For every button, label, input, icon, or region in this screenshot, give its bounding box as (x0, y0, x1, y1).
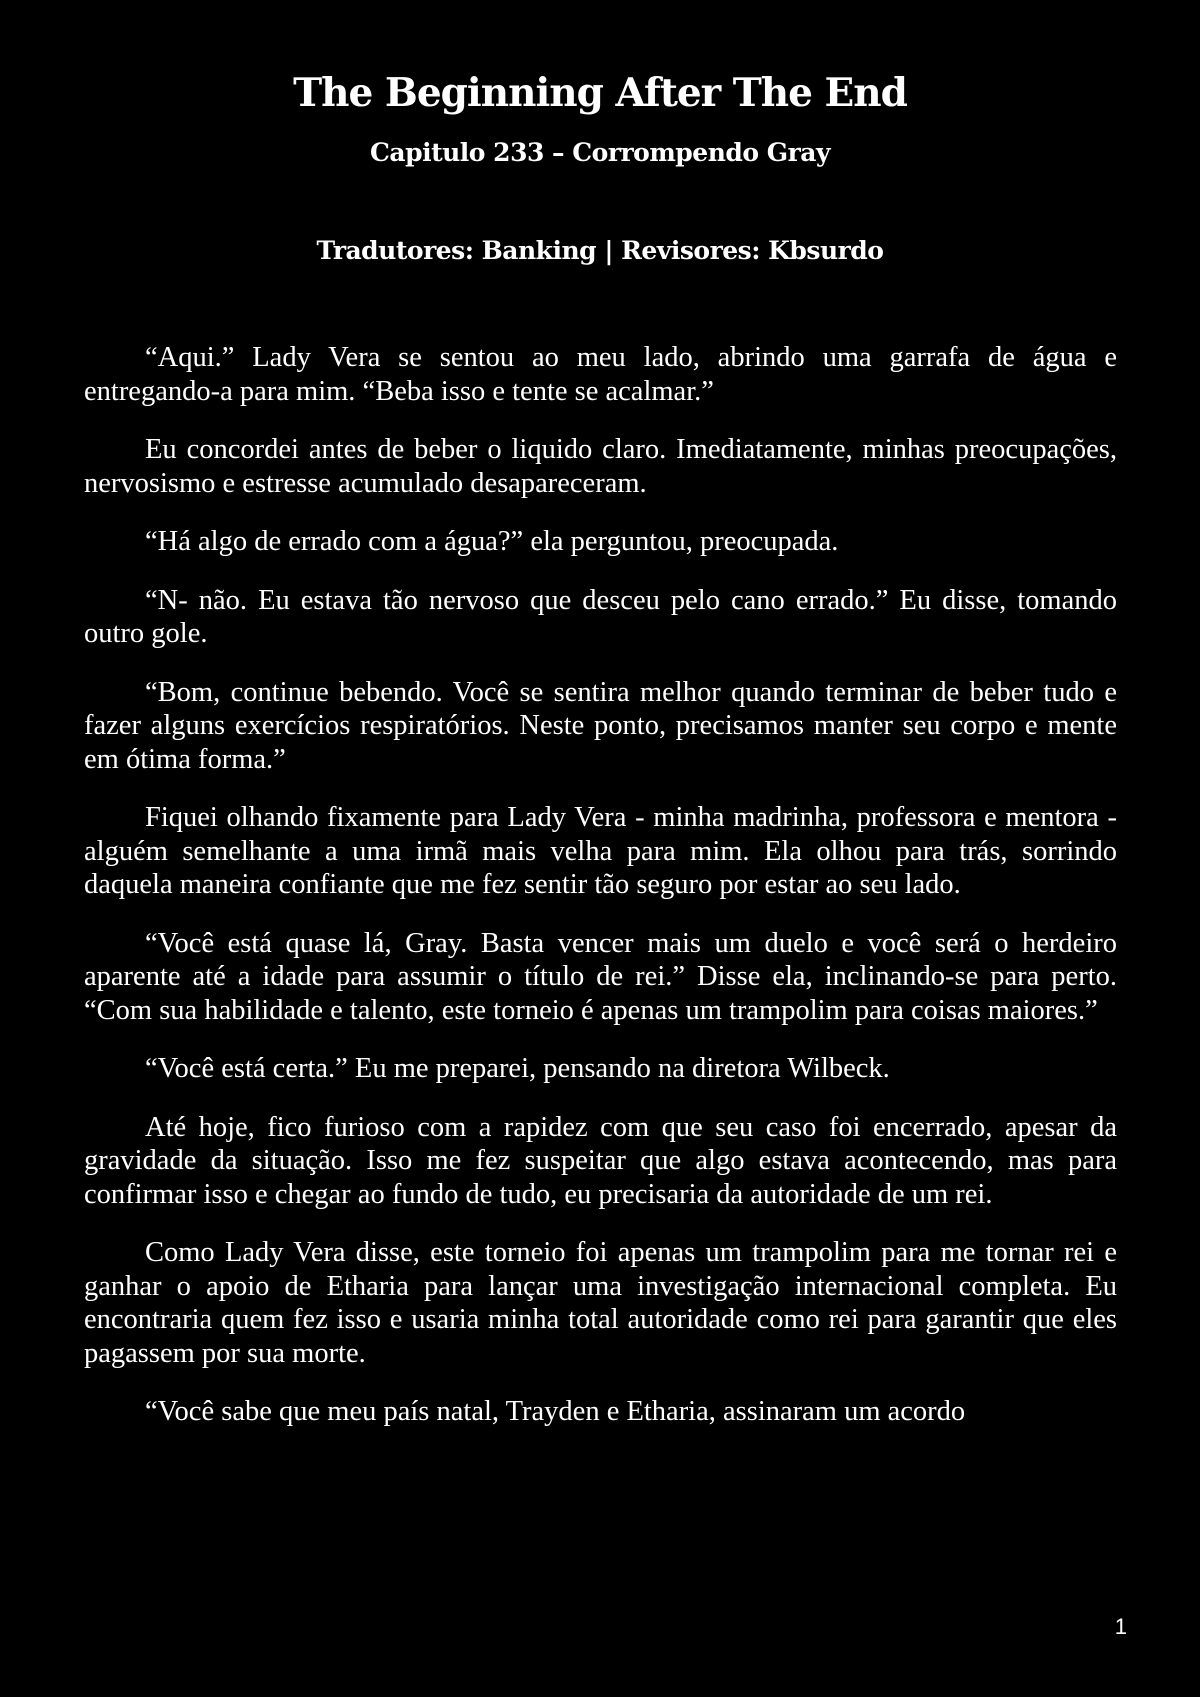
paragraph: “Você está quase lá, Gray. Basta vencer mais um duelo e você será o herdeiro aparente até a idade para assumir o título de rei.” Disse ela, inclinando-se para perto. “Com sua habilidade e talento, este torneio é apenas um trampolim para coisas maiores.” (84, 927, 1117, 1026)
paragraph: “Você está certa.” Eu me preparei, pensando na diretora Wilbeck. (145, 1053, 890, 1084)
paragraph: “N- não. Eu estava tão nervoso que desceu pelo cano errado.” Eu disse, tomando outro gole. (84, 584, 1117, 649)
page-number: 1 (1114, 1614, 1127, 1639)
paragraph: Fiquei olhando fixamente para Lady Vera - minha madrinha, professora e mentora - alguém semelhante a uma irmã mais velha para mim. Ela olhou para trás, sorrindo daquela maneira confiante que me fez sentir tão seguro por estar ao seu lado. (84, 802, 1117, 900)
document-title: The Beginning After The End (293, 70, 907, 116)
paragraph: “Aqui.” Lady Vera se sentou ao meu lado, abrindo uma garrafa de água e entregando-a para mim. “Beba isso e tente se acalmar.” (84, 342, 1117, 407)
paragraph: Até hoje, fico furioso com a rapidez com que seu caso foi encerrado, apesar da gravidade da situação. Isso me fez suspeitar que algo estava acontecendo, mas para confirmar isso e chegar ao fundo de tudo, eu precisaria da autoridade de um rei. (84, 1111, 1117, 1210)
paragraph: Como Lady Vera disse, este torneio foi apenas um trampolim para me tornar rei e ganhar o apoio de Etharia para lançar uma investigação internacional completa. Eu encontraria quem fez isso e usaria minha total autoridade como rei para garantir que eles pagassem por sua morte. (84, 1237, 1117, 1369)
paragraph: “Há algo de errado com a água?” ela perguntou, preocupada. (145, 526, 839, 557)
chapter-body (84, 341, 1117, 1454)
paragraph: “Bom, continue bebendo. Você se sentira melhor quando terminar de beber tudo e fazer alguns exercícios respiratórios. Neste ponto, precisamos manter seu corpo e mente em ótima forma.” (84, 676, 1117, 775)
paragraph: “Você sabe que meu país natal, Trayden e Etharia, assinaram um acordo (145, 1396, 966, 1427)
chapter-title: Capitulo 233 – Corrompendo Gray (370, 138, 830, 167)
credits-line: Tradutores: Banking | Revisores: Kbsurdo (316, 236, 884, 265)
paragraph: Eu concordei antes de beber o liquido claro. Imediatamente, minhas preocupações, nervosismo e estresse acumulado desapareceram. (84, 434, 1117, 499)
